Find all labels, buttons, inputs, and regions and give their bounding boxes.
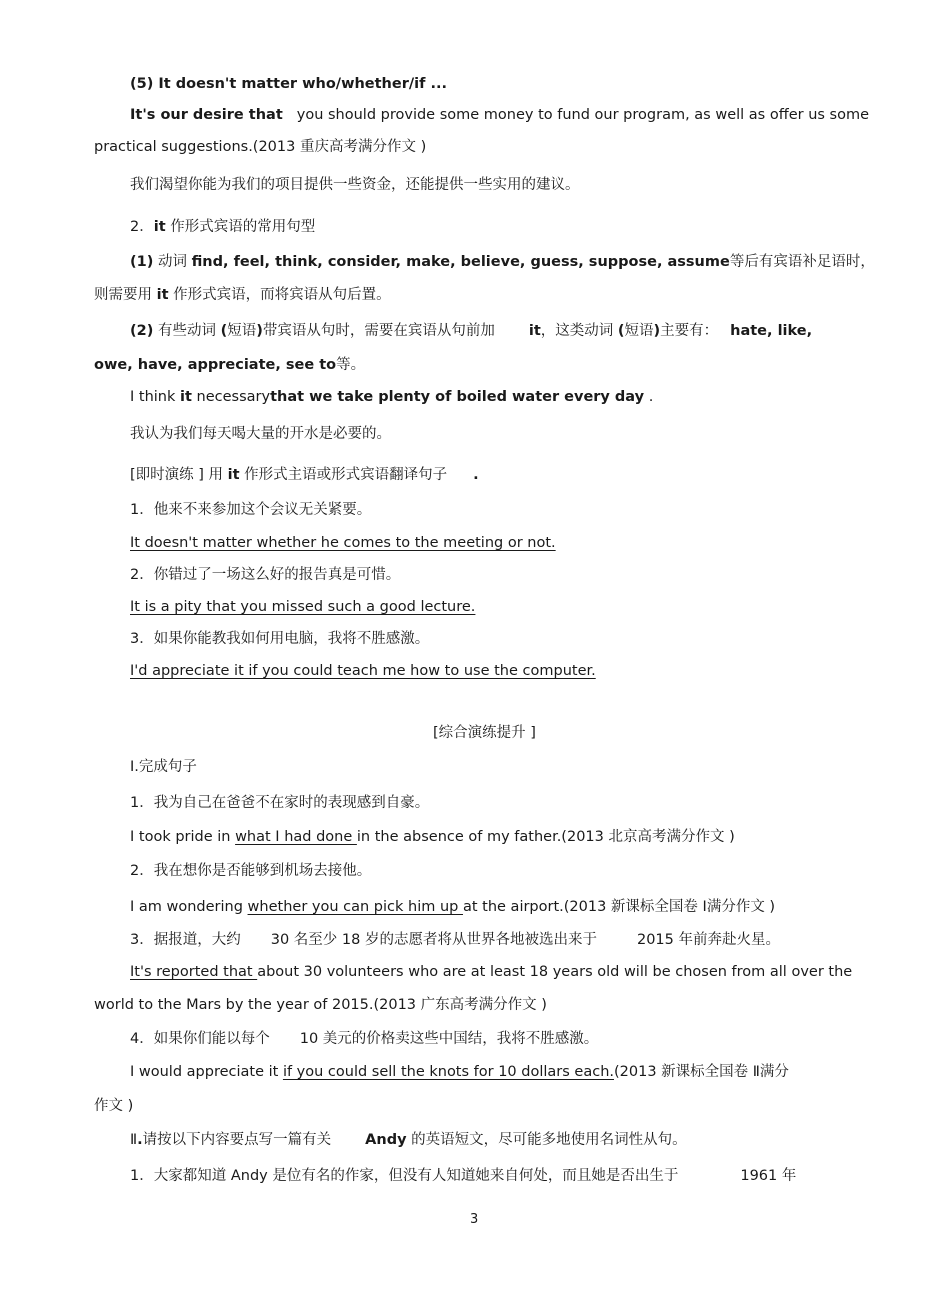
period: . — [137, 1132, 143, 1148]
answer-fill: what I had done — [235, 829, 357, 845]
paragraph-text: 作形式宾语，而将宾语从句后置。 — [168, 287, 391, 303]
practice-heading — [130, 465, 479, 485]
section-title-text: 作形式宾语的常用句型 — [165, 219, 316, 235]
practice-answer: I'd appreciate it if you could teach me how to use the computer. — [130, 663, 596, 679]
paragraph-text: 主要有： — [660, 323, 719, 339]
review-answer — [130, 962, 852, 982]
review-question: 1．我为自己在爸爸不在家时的表现感到自豪。 — [130, 795, 430, 811]
answer-fill: if you could sell the knots for 10 dollars each. — [282, 1064, 614, 1080]
part-instruction: 请按以下内容要点写一篇有关 — [142, 1132, 332, 1148]
question-text: 岁的志愿者将从世界各地被选出来于 — [360, 932, 597, 948]
paren: ) — [653, 323, 661, 339]
verb-list: owe, have, appreciate, see to — [94, 357, 337, 373]
example-text: I think — [130, 389, 180, 405]
answer-text: I am wondering — [130, 899, 248, 915]
review-answer-cont: world to the Mars by the year of 2015.(2013 广东高考满分作文 ) — [94, 997, 547, 1013]
question-number: 30 — [270, 932, 290, 948]
answer-text: (2013 新课标全国卷 Ⅱ满分 — [614, 1064, 789, 1080]
verb-list: hate, like, — [730, 323, 813, 339]
it-keyword: it — [156, 287, 169, 303]
paragraph-text: 等后有宾语补足语时， — [729, 254, 875, 270]
it-keyword: it — [153, 219, 166, 235]
question-number: 10 — [299, 1031, 319, 1047]
answer-text: I would appreciate it — [130, 1064, 283, 1080]
andy-name: Andy — [365, 1132, 407, 1148]
answer-text: in the absence of my father.(2013 北京高考满分作文 ) — [356, 829, 735, 845]
paragraph-text: 有些动词 — [153, 323, 221, 339]
writing-point-year: 1961 — [740, 1168, 778, 1184]
review-question: 2．我在想你是否能够到机场去接他。 — [130, 863, 372, 879]
paragraph-number: (1) — [130, 254, 154, 270]
paragraph-text: 短语 — [624, 323, 654, 339]
translation: 我认为我们每天喝大量的开水是必要的。 — [130, 426, 391, 442]
page-number: 3 — [470, 1212, 479, 1227]
writing-point-text: 年 — [777, 1168, 797, 1184]
example-bold: that we take plenty of boiled water every day — [270, 389, 645, 405]
example-sentence-cont: practical suggestions.(2013 重庆高考满分作文 ) — [94, 139, 427, 155]
practice-question: 2．你错过了一场这么好的报告真是可惜。 — [130, 567, 401, 583]
practice-answer: It is a pity that you missed such a good lecture. — [130, 599, 476, 615]
paragraph-2-cont — [94, 355, 365, 375]
writing-point-text: 1．大家都知道 Andy 是位有名的作家，但没有人知道她来自何处，而且她是否出生于 — [130, 1168, 679, 1184]
question-text: 4．如果你们能以每个 — [130, 1031, 270, 1047]
answer-fill: It's reported that — [130, 964, 258, 980]
section-heading: (5) It doesn't matter who/whether/if ... — [130, 76, 448, 92]
answer-fill: whether you can pick him up — [247, 899, 463, 915]
paragraph-text: 等。 — [336, 357, 366, 373]
paragraph-number: (2) — [130, 323, 154, 339]
example-bold: It's our desire that — [130, 107, 283, 123]
paragraph-2 — [130, 321, 812, 341]
example-sentence — [130, 105, 869, 125]
paragraph-text: 短语 — [227, 323, 257, 339]
review-answer — [130, 827, 735, 847]
part-1-heading: Ⅰ.完成句子 — [130, 759, 197, 775]
practice-instruction: 作形式主语或形式宾语翻译句子 — [239, 467, 448, 483]
question-number: 2015 — [636, 932, 674, 948]
review-title: [综合演练提升 ] — [433, 725, 536, 741]
translation: 我们渴望你能为我们的项目提供一些资金，还能提供一些实用的建议。 — [130, 177, 580, 193]
review-answer — [130, 897, 775, 917]
paren: ) — [256, 323, 263, 339]
period: . — [473, 467, 479, 483]
review-question — [130, 1029, 598, 1049]
example-sentence — [130, 387, 653, 407]
question-number: 18 — [341, 932, 361, 948]
writing-point — [130, 1166, 796, 1186]
it-keyword: it — [528, 323, 541, 339]
question-text: 名至少 — [289, 932, 342, 948]
paren: ( — [220, 323, 228, 339]
question-text: 年前奔赴火星。 — [673, 932, 780, 948]
paren: ( — [617, 323, 625, 339]
paragraph-1-cont — [94, 285, 391, 305]
paragraph-text: ，这类动词 — [540, 323, 618, 339]
review-question — [130, 930, 780, 950]
paragraph-text: 动词 — [153, 254, 192, 270]
section-number: 2． — [130, 219, 154, 235]
paragraph-text: 带宾语从句时，需要在宾语从句前加 — [262, 323, 495, 339]
answer-text: I took pride in — [130, 829, 236, 845]
example-text: . — [644, 389, 654, 405]
answer-text: about 30 volunteers who are at least 18 years old will be chosen from all over the — [257, 964, 853, 980]
paragraph-text: 则需要用 — [94, 287, 157, 303]
verb-list: find, feel, think, consider, make, believe, guess, suppose, assume — [191, 254, 730, 270]
practice-question: 1．他来不来参加这个会议无关紧要。 — [130, 502, 372, 518]
part-instruction: 的英语短文，尽可能多地使用名词性从句。 — [406, 1132, 687, 1148]
review-answer — [130, 1062, 789, 1082]
it-keyword: it — [180, 389, 192, 405]
part-2-heading — [130, 1130, 687, 1150]
example-text: you should provide some money to fund our program, as well as offer us some — [296, 107, 870, 123]
practice-answer: It doesn't matter whether he comes to the meeting or not. — [130, 535, 556, 551]
question-text: 美元的价格卖这些中国结，我将不胜感激。 — [318, 1031, 599, 1047]
example-text: necessary — [191, 389, 271, 405]
section-title — [130, 217, 315, 237]
review-answer-cont: 作文 ) — [94, 1098, 134, 1114]
practice-label: [即时演练 ] 用 — [130, 467, 228, 483]
answer-text: at the airport.(2013 新课标全国卷 Ⅰ满分作文 ) — [462, 899, 776, 915]
it-keyword: it — [227, 467, 240, 483]
practice-question: 3．如果你能教我如何用电脑，我将不胜感激。 — [130, 631, 430, 647]
paragraph-1 — [130, 252, 875, 272]
part-label: Ⅱ — [130, 1132, 138, 1148]
question-text: 3．据报道，大约 — [130, 932, 241, 948]
